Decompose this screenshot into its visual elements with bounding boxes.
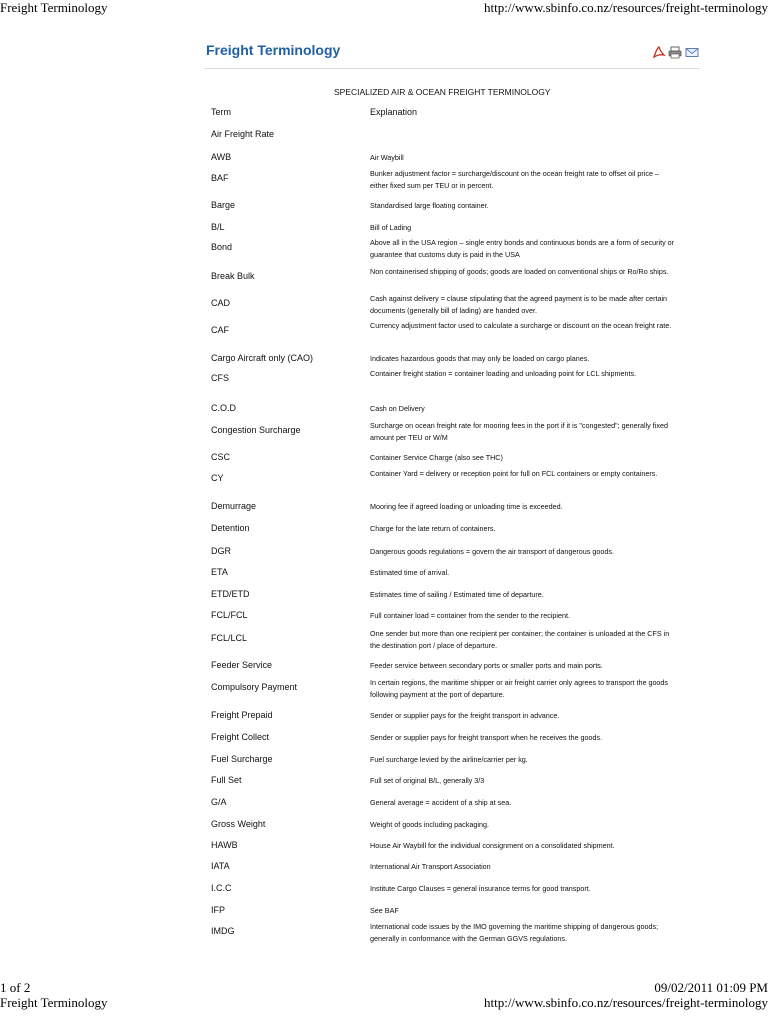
glossary-term: B/L bbox=[211, 222, 225, 232]
glossary-explanation: Currency adjustment factor used to calculate a surcharge or discount on the ocean freight rate. bbox=[370, 321, 672, 330]
glossary-term: FCL/FCL bbox=[211, 610, 248, 620]
glossary-explanation: One sender but more than one recipient per container; the container is unloaded at the CFS in the destination port / place of departure. bbox=[370, 629, 670, 650]
glossary-term: Compulsory Payment bbox=[211, 682, 298, 692]
glossary-term: HAWB bbox=[211, 840, 238, 850]
glossary-explanation: Sender or supplier pays for the freight transport in advance. bbox=[370, 711, 560, 720]
glossary-term: Break Bulk bbox=[211, 271, 255, 281]
glossary-term: CFS bbox=[211, 373, 229, 383]
glossary-explanation: See BAF bbox=[370, 906, 399, 915]
glossary-explanation: Dangerous goods regulations = govern the air transport of dangerous goods. bbox=[370, 547, 614, 556]
glossary-explanation: Above all in the USA region – single entry bonds and continuous bonds are a form of security or guarantee that customs duty is paid in the USA bbox=[370, 238, 675, 259]
title-divider bbox=[204, 68, 700, 69]
glossary-explanation: Indicates hazardous goods that may only be loaded on cargo planes. bbox=[370, 354, 590, 363]
print-url-next: http://www.sbinfo.co.nz/resources/freight-terminology bbox=[483, 995, 768, 1010]
glossary-explanation: Estimates time of sailing / Estimated time of departure. bbox=[370, 590, 544, 599]
glossary-explanation: House Air Waybill for the individual consignment on a consolidated shipment. bbox=[370, 841, 615, 850]
glossary-term: Bond bbox=[211, 242, 233, 252]
glossary-explanation: Full set of original B/L, generally 3/3 bbox=[370, 776, 485, 785]
glossary-term: C.O.D bbox=[211, 403, 237, 413]
glossary-term: Demurrage bbox=[211, 501, 257, 511]
glossary-explanation: International Air Transport Association bbox=[370, 862, 491, 871]
document-heading: SPECIALIZED AIR & OCEAN FREIGHT TERMINOLOGY bbox=[334, 87, 551, 97]
glossary-term: DGR bbox=[211, 546, 231, 556]
glossary-explanation: Bunker adjustment factor = surcharge/discount on the ocean freight rate to offset oil price – either fixed sum per TEU or in percent. bbox=[370, 169, 659, 190]
glossary-term: Freight Collect bbox=[211, 732, 270, 742]
glossary-term: FCL/LCL bbox=[211, 633, 248, 643]
glossary-explanation: Weight of goods including packaging. bbox=[370, 820, 489, 829]
glossary-explanation: International code issues by the IMO governing the maritime shipping of dangerous goods; generally in conformance with the German GGVS regulations. bbox=[370, 922, 659, 943]
glossary-explanation: Full container load = container from the sender to the recipient. bbox=[370, 611, 570, 620]
print-timestamp: 09/02/2011 01:09 PM bbox=[654, 980, 768, 995]
glossary-term: Detention bbox=[211, 523, 250, 533]
glossary-explanation: Sender or supplier pays for freight transport when he receives the goods. bbox=[370, 733, 603, 742]
glossary-explanation: General average = accident of a ship at sea. bbox=[370, 798, 512, 807]
glossary-term: CSC bbox=[211, 452, 231, 462]
glossary-term: I.C.C bbox=[211, 883, 232, 893]
glossary-term: ETD/ETD bbox=[211, 589, 250, 599]
print-page-title: Freight Terminology bbox=[0, 0, 108, 15]
glossary-term: AWB bbox=[211, 152, 232, 162]
glossary-term: IFP bbox=[211, 905, 226, 915]
glossary-term: IMDG bbox=[211, 926, 235, 936]
glossary-explanation: Container Yard = delivery or reception point for full on FCL containers or empty containers. bbox=[370, 469, 658, 478]
glossary-explanation: Feeder service between secondary ports or smaller ports and main ports. bbox=[370, 661, 603, 670]
glossary-term: BAF bbox=[211, 173, 229, 183]
print-icon[interactable] bbox=[668, 46, 682, 59]
print-url: http://www.sbinfo.co.nz/resources/freight-terminology bbox=[483, 0, 768, 15]
glossary-term: Cargo Aircraft only (CAO) bbox=[211, 353, 314, 363]
glossary-term: Feeder Service bbox=[211, 660, 273, 670]
glossary-explanation: Container Service Charge (also see THC) bbox=[370, 453, 503, 462]
glossary-explanation: Standardised large floating container. bbox=[370, 201, 489, 210]
glossary-term: Freight Prepaid bbox=[211, 710, 273, 720]
glossary-term: CY bbox=[211, 473, 224, 483]
page-title: Freight Terminology bbox=[206, 42, 341, 58]
print-page-number: 1 of 2 bbox=[0, 980, 31, 995]
email-icon[interactable] bbox=[685, 46, 699, 59]
glossary-explanation: Container freight station = container loading and unloading point for LCL shipments. bbox=[370, 369, 637, 378]
glossary-explanation: Air Waybill bbox=[370, 153, 404, 162]
glossary-term: CAF bbox=[211, 325, 229, 335]
pdf-icon[interactable] bbox=[652, 46, 666, 59]
glossary-explanation: Estimated time of arrival. bbox=[370, 568, 450, 577]
glossary-explanation: Non containerised shipping of goods; goods are loaded on conventional ships or Ro/Ro ships. bbox=[370, 267, 669, 276]
column-header-explanation: Explanation bbox=[370, 107, 418, 117]
glossary-explanation: Cash on Delivery bbox=[370, 404, 425, 413]
glossary-explanation: Bill of Lading bbox=[370, 223, 412, 232]
glossary-term: Gross Weight bbox=[211, 819, 266, 829]
glossary-explanation: Fuel surcharge levied by the airline/carrier per kg. bbox=[370, 755, 528, 764]
glossary-term: Full Set bbox=[211, 775, 242, 785]
print-page-title-next: Freight Terminology bbox=[0, 995, 108, 1010]
glossary-explanation: Charge for the late return of containers. bbox=[370, 524, 496, 533]
column-header-term: Term bbox=[211, 107, 231, 117]
glossary-explanation: Institute Cargo Clauses = general insurance terms for good transport. bbox=[370, 884, 591, 893]
glossary-term: Congestion Surcharge bbox=[211, 425, 301, 435]
glossary-explanation: Surcharge on ocean freight rate for mooring fees in the port if it is "congested"; generally fixed amount per TEU or W/M bbox=[370, 421, 668, 442]
glossary-term: Fuel Surcharge bbox=[211, 754, 273, 764]
glossary-term: G/A bbox=[211, 797, 227, 807]
glossary-term: IATA bbox=[211, 861, 230, 871]
glossary-term: CAD bbox=[211, 298, 231, 308]
glossary-explanation: Cash against delivery = clause stipulating that the agreed payment is to be made after certain documents (generally bill of lading) are handed over. bbox=[370, 294, 668, 315]
glossary-explanation: In certain regions, the maritime shipper or air freight carrier only agrees to transport the goods following payment at the port of departure. bbox=[370, 678, 669, 699]
glossary-term: Barge bbox=[211, 200, 236, 210]
glossary-term: Air Freight Rate bbox=[211, 129, 275, 139]
glossary-explanation: Mooring fee if agreed loading or unloading time is exceeded. bbox=[370, 502, 563, 511]
glossary-term: ETA bbox=[211, 567, 228, 577]
